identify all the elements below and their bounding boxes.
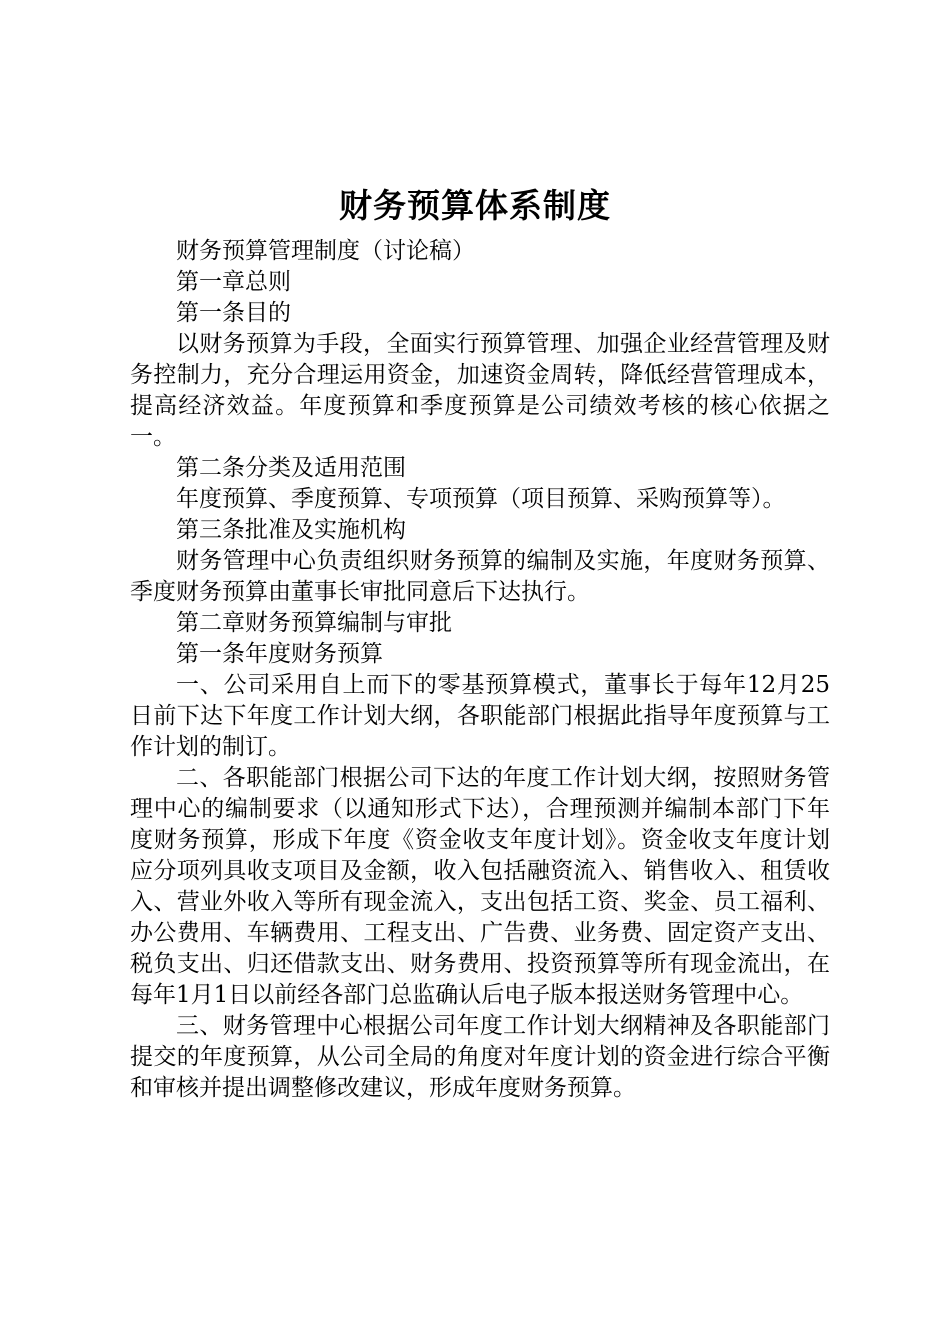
paragraph-article-heading: 第三条批准及实施机构 [176,517,406,543]
paragraph-text: 二、各职能部门根据公司下达的年度工作计划大纲，按照财务管理中心的编制要求（以通知形式下达），合理预测并编制本部门下年度财务预算，形成下年度《资金收支年度计划》。资金收支年度计划应分项列具收支项目及金额，收入包括融资流入、销售收入、租赁收入、营业外收入等所有现金流入，支出包括工资、奖金、员工福利、办公费用、车辆费用、工程支出、广告费、业务费、固定资产支出、税负支出、归还借款支出、财务费用、投资预算等所有现金流出，在每年1月1日以前经各部门总监确认后电子版本报送财务管理中心。 [130,765,830,1008]
paragraph-text: 一、公司采用自上而下的零基预算模式，董事长于每年12月25日前下达下年度工作计划大纲，各职能部门根据此指导年度预算与工作计划的制订。 [130,672,830,760]
paragraph-chapter-2: 第二章财务预算编制与审批 [176,610,452,636]
paragraph-article-heading: 第一条年度财务预算 [176,641,383,667]
paragraph-text: 财务管理中心负责组织财务预算的编制及实施，年度财务预算、季度财务预算由董事长审批同意后下达执行。 [130,548,830,605]
paragraph-article-heading: 第一条目的 [176,300,291,326]
paragraph-text: 年度预算、季度预算、专项预算（项目预算、采购预算等）。 [176,486,786,512]
document-title: 财务预算体系制度 [339,186,611,225]
document-body [130,236,830,1104]
paragraph-subtitle: 财务预算管理制度（讨论稿） [176,238,475,264]
paragraph-chapter-1: 第一章总则 [176,269,291,295]
paragraph-text: 三、财务管理中心根据公司年度工作计划大纲精神及各职能部门提交的年度预算，从公司全局的角度对年度计划的资金进行综合平衡和审核并提出调整修改建议，形成年度财务预算。 [130,1013,830,1101]
paragraph-text: 以财务预算为手段，全面实行预算管理、加强企业经营管理及财务控制力，充分合理运用资金，加速资金周转，降低经营管理成本，提高经济效益。年度预算和季度预算是公司绩效考核的核心依据之一。 [130,331,830,450]
paragraph-article-heading: 第二条分类及适用范围 [176,455,406,481]
